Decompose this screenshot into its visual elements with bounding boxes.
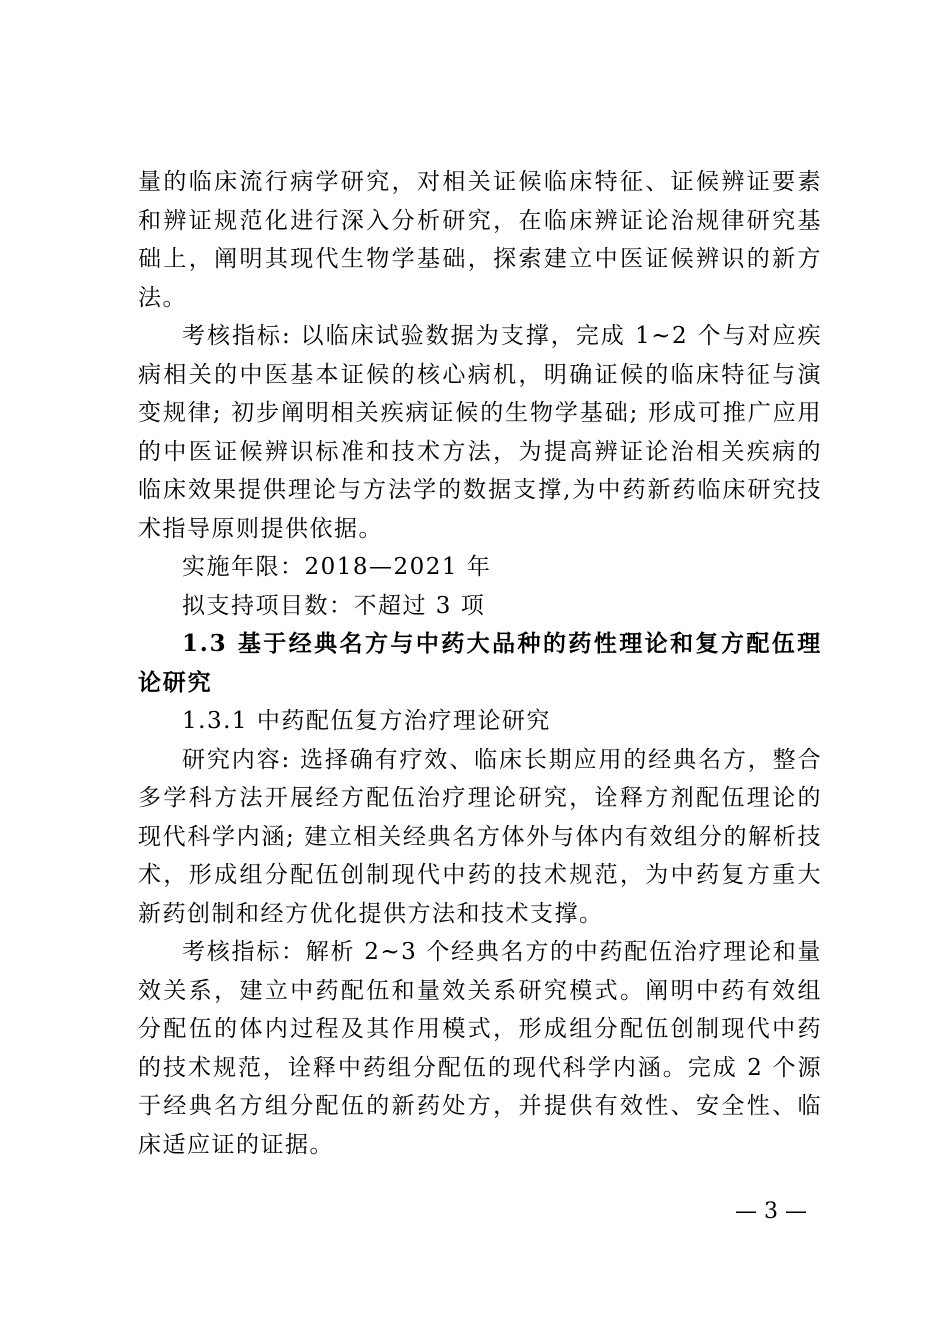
paragraph-research-methods-continued: 量的临床流行病学研究，对相关证候临床特征、证候辨证要素和辨证规范化进行深入分析研究，在临床辨证论治规律研究基础上，阐明其现代生物学基础，探索建立中医证候辨识的新方法。 bbox=[138, 169, 822, 311]
paragraph-assessment-indicators-1: 考核指标: 以临床试验数据为支撑，完成 1~2 个与对应疾病相关的中医基本证候的核心病机，明确证候的临床特征与演变规律; 初步阐明相关疾病证候的生物学基础; 形成可推广应用的中医证候辨识标准和技术方法，为提高辨证论治相关疾病的临床效果提供理论与方法学的数据支撑,为中药新药临床研究技术指导原则提供依据。 bbox=[138, 323, 822, 542]
page-number: — 3 — bbox=[735, 1199, 807, 1224]
document-body bbox=[138, 163, 822, 1164]
paragraph-assessment-indicators-2: 考核指标：解析 2~3 个经典名方的中药配伍治疗理论和量效关系，建立中药配伍和量效关系研究模式。阐明中药有效组分配伍的体内过程及其作用模式，形成组分配伍创制现代中药的技术规范，诠释中药组分配伍的现代科学内涵。完成 2 个源于经典名方组分配伍的新药处方，并提供有效性、安全性、临床适应证的证据。 bbox=[138, 939, 822, 1158]
section-heading-1-3: 1.3 基于经典名方与中药大品种的药性理论和复方配伍理论研究 bbox=[138, 630, 822, 696]
paragraph-project-count: 拟支持项目数：不超过 3 项 bbox=[182, 592, 486, 619]
paragraph-research-content: 研究内容: 选择确有疗效、临床长期应用的经典名方，整合多学科方法开展经方配伍治疗理论研究，诠释方剂配伍理论的现代科学内涵; 建立相关经典名方体外与体内有效组分的解析技术，形成组分配伍创制现代中药的技术规范，为中药复方重大新药创制和经方优化提供方法和技术支撑。 bbox=[138, 746, 822, 927]
subsection-heading-1-3-1: 1.3.1 中药配伍复方治疗理论研究 bbox=[182, 708, 551, 734]
paragraph-implementation-period: 实施年限：2018—2021 年 bbox=[182, 554, 492, 580]
